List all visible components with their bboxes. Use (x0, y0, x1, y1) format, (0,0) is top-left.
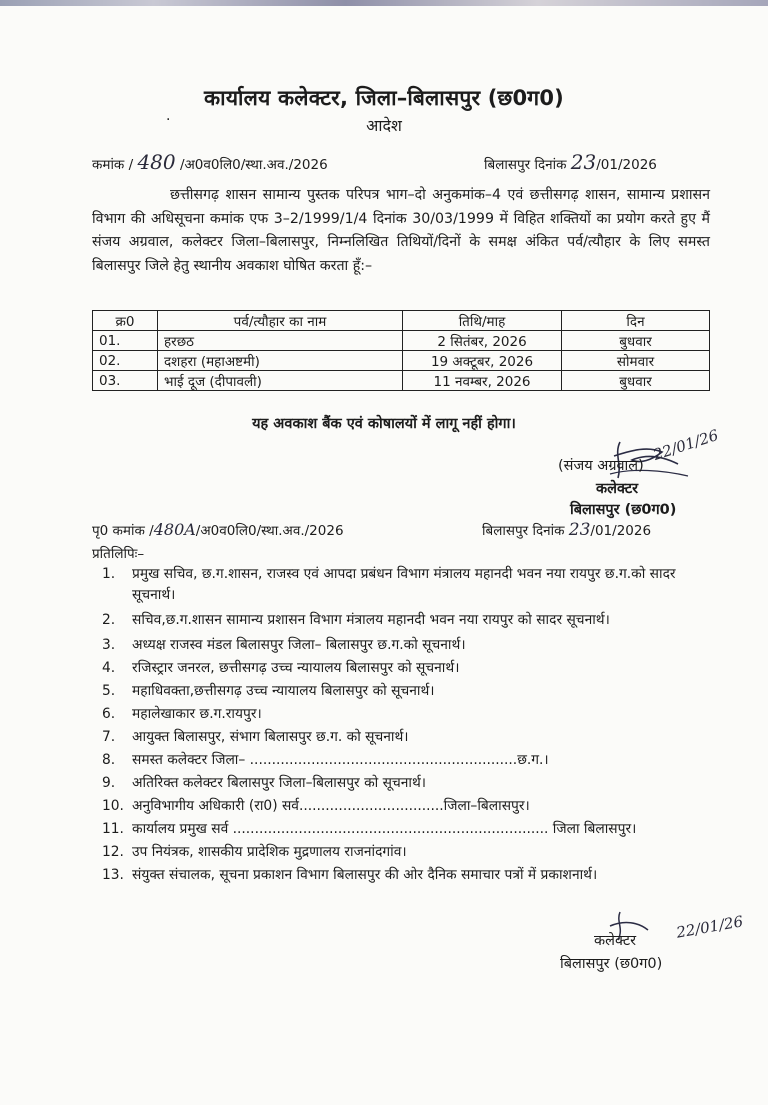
list-item: 1. प्रमुख सचिव, छ.ग.शासन, राजस्व एवं आपदा प्रबंधन विभाग मंत्रालय महानदी भवन नया रायपुर छ.ग.को सादर सूचनार्थ। (102, 566, 676, 603)
order-document: कार्यालय कलेक्टर, जिला–बिलासपुर (छ0ग0) आदेश · कमांक / 480 /अ0व0लि0/स्था.अव./2026 बिलासपुर दिनांक 23/01/2026 छत्तीसगढ़ शासन सामान्य पुस्तक परिपत्र भाग–दो अनुकमांक–4 एवं छत्तीसगढ़ शासन, सामान्य प्रशासन विभाग की अधिसूचना कमांक एफ 3–2/1999/1/4 दिनांक 30/03/1999 में विहित शक्तियों का प्रयोग करते हुए मैं संजय अग्रवाल, कलेक्टर जिला–बिलासपुर, निम्नलिखित तिथियों/दिनों के समक्ष अंकित पर्व/त्यौहार के लिए समस्त बिलासपुर जिले हेतु स्थानीय अवकाश घोषित करता हूँ:– क्र0 पर्व/त्यौहार का नाम तिथि/माह दिन 01. हरछठ 2 सितंबर, 2026 बुधवार 02. दशहरा (महाअष्टमी) 19 अक्टूबर, 2026 सोमवार 03. भाई दूज (दीपावली) 11 नवम्बर, 2026 बुधवार यह अवकाश बैंक एवं कोषालयों में लागू नहीं होगा। (संजय अग्रवाल) 22/01/26 कलेक्टर बिलासपुर (छ0ग0) पृ0 कमांक /480A/अ0व0लि0/स्था.अव./2026 बिलासपुर दिनांक 23/01/2026 प्रतिलिपिः– 1. प्रमुख सचिव, छ.ग.शासन, राजस्व एवं आपदा प्रबंधन विभाग मंत्रालय महानदी भवन नया रायपुर छ.ग.को सादर सूचनार्थ। 2. सचिव,छ.ग.शासन सामान्य प्रशासन विभाग मंत्रालय महानदी भवन नया रायपुर को सादर सूचनार्थ। 3. अध्यक्ष राजस्व मंडल बिलासपुर जिला– बिलासपुर छ.ग.को सूचनार्थ। 4. रजिस्ट्रार जनरल, छत्तीसगढ़ उच्च न्यायालय बिलासपुर को सूचनार्थ। 5. महाधिवक्ता,छत्तीसगढ़ उच्च न्यायालय बिलासपुर को सूचनार्थ। 6. महालेखाकार छ.ग.रायपुर। 7. आयुक्त बिलासपुर, संभाग बिलासपुर छ.ग. को सूचनार्थ। 8. समस्त कलेक्टर जिला– .............................................................छ.ग.। 9. अतिरिक्त कलेक्टर बिलासपुर जिला–बिलासपुर को सूचनार्थ। 10. अनुविभागीय अधिकारी (रा0) सर्व.................................जिला–बिलासपुर। 11. कार्यालय प्रमुख सर्व ........................................................................ जिला बिलासपुर। 12. उप नियंत्रक, शासकीय प्रादेशिक मुद्रणालय राजनांदगांव। 13. संयुक्त संचालक, सूचना प्रकाशन विभाग बिलासपुर की ओर दैनिक समाचार पत्रों में प्रकाशनार्थ। कलेक्टर 22/01/26 बिलासपुर (छ0ग0) (0, 0, 768, 1105)
cell-serial: 02. (93, 351, 158, 371)
copy-place-date: बिलासपुर दिनांक 23/01/2026 (482, 520, 652, 540)
cell-serial: 03. (93, 371, 158, 391)
cell-day: बुधवार (562, 331, 710, 351)
signatory-name: (संजय अग्रवाल) (558, 458, 644, 474)
order-place-date: बिलासपुर दिनांक 23/01/2026 (484, 150, 657, 174)
list-item: 7. आयुक्त बिलासपुर, संभाग बिलासपुर छ.ग. को सूचनार्थ। (102, 729, 409, 745)
document-type: आदेश (366, 116, 402, 135)
header-day: दिन (562, 311, 710, 331)
list-item: 3. अध्यक्ष राजस्व मंडल बिलासपुर जिला– बिलासपुर छ.ग.को सूचनार्थ। (102, 637, 466, 653)
header-serial: क्र0 (93, 311, 158, 331)
handwritten-signature-date-2: 22/01/26 (674, 912, 745, 942)
order-reference: कमांक / 480 /अ0व0लि0/स्था.अव./2026 (92, 150, 328, 174)
handwritten-order-number: 480 (137, 150, 176, 174)
list-item: 6. महालेखाकार छ.ग.रायपुर। (102, 706, 262, 722)
copy-reference: पृ0 कमांक /480A/अ0व0लि0/स्था.अव./2026 (92, 520, 344, 539)
signatory-designation-2: कलेक्टर (594, 933, 637, 949)
handwritten-signature-date: 22/01/26 (650, 426, 721, 464)
cell-day: बुधवार (562, 371, 710, 391)
exemption-note: यह अवकाश बैंक एवं कोषालयों में लागू नहीं होगा। (252, 416, 516, 432)
holiday-table (92, 310, 710, 391)
signatory-place-2: बिलासपुर (छ0ग0) (560, 956, 663, 972)
handwritten-order-day: 23 (570, 150, 597, 174)
cell-date: 19 अक्टूबर, 2026 (403, 351, 562, 371)
list-item: 5. महाधिवक्ता,छत्तीसगढ़ उच्च न्यायालय बिलासपुर को सूचनार्थ। (102, 683, 435, 699)
handwritten-copy-day: 23 (568, 520, 591, 540)
cell-festival: हरछठ (158, 331, 403, 351)
cell-festival: दशहरा (महाअष्टमी) (158, 351, 403, 371)
header-festival: पर्व/त्यौहार का नाम (158, 311, 403, 331)
list-item: 4. रजिस्ट्रार जनरल, छत्तीसगढ़ उच्च न्यायालय बिलासपुर को सूचनार्थ। (102, 660, 460, 676)
cell-date: 11 नवम्बर, 2026 (403, 371, 562, 391)
cell-day: सोमवार (562, 351, 710, 371)
list-item: 11. कार्यालय प्रमुख सर्व ........................................................................ जिला बिलासपुर। (102, 821, 637, 837)
office-title: कार्यालय कलेक्टर, जिला–बिलासपुर (छ0ग0) (204, 86, 564, 110)
list-item: 12. उप नियंत्रक, शासकीय प्रादेशिक मुद्रणालय राजनांदगांव। (102, 844, 407, 860)
handwritten-copy-number: 480A (153, 520, 196, 539)
order-paragraph: छत्तीसगढ़ शासन सामान्य पुस्तक परिपत्र भाग–दो अनुकमांक–4 एवं छत्तीसगढ़ शासन, सामान्य प्रशासन विभाग की अधिसूचना कमांक एफ 3–2/1999/1/4 दिनांक 30/03/1999 में विहित शक्तियों का प्रयोग करते हुए मैं संजय अग्रवाल, कलेक्टर जिला–बिलासपुर, निम्नलिखित तिथियों/दिनों के समक्ष अंकित पर्व/त्यौहार के लिए समस्त बिलासपुर जिले हेतु स्थानीय अवकाश घोषित करता हूँ:– (92, 187, 710, 274)
header-date: तिथि/माह (403, 311, 562, 331)
list-item: 2. सचिव,छ.ग.शासन सामान्य प्रशासन विभाग मंत्रालय महानदी भवन नया रायपुर को सादर सूचनार्थ। (102, 612, 610, 628)
table-row (93, 351, 710, 371)
table-header-row (93, 311, 710, 331)
table-row (93, 371, 710, 391)
list-item: 8. समस्त कलेक्टर जिला– .............................................................छ.ग.। (102, 752, 549, 768)
signatory-place: बिलासपुर (छ0ग0) (570, 502, 677, 518)
cell-serial: 01. (93, 331, 158, 351)
copy-recipient-list (102, 564, 692, 888)
list-item: 9. अतिरिक्त कलेक्टर बिलासपुर जिला–बिलासपुर को सूचनार्थ। (102, 775, 426, 791)
signatory-designation: कलेक्टर (596, 481, 639, 497)
order-body (92, 184, 710, 278)
table-row (93, 331, 710, 351)
cell-festival: भाई दूज (दीपावली) (158, 371, 403, 391)
cell-date: 2 सितंबर, 2026 (403, 331, 562, 351)
copy-to-label: प्रतिलिपिः– (92, 546, 145, 562)
list-item: 13. संयुक्त संचालक, सूचना प्रकाशन विभाग बिलासपुर की ओर दैनिक समाचार पत्रों में प्रकाशनार्थ। (102, 867, 598, 883)
list-item: 10. अनुविभागीय अधिकारी (रा0) सर्व.................................जिला–बिलासपुर। (102, 798, 530, 814)
